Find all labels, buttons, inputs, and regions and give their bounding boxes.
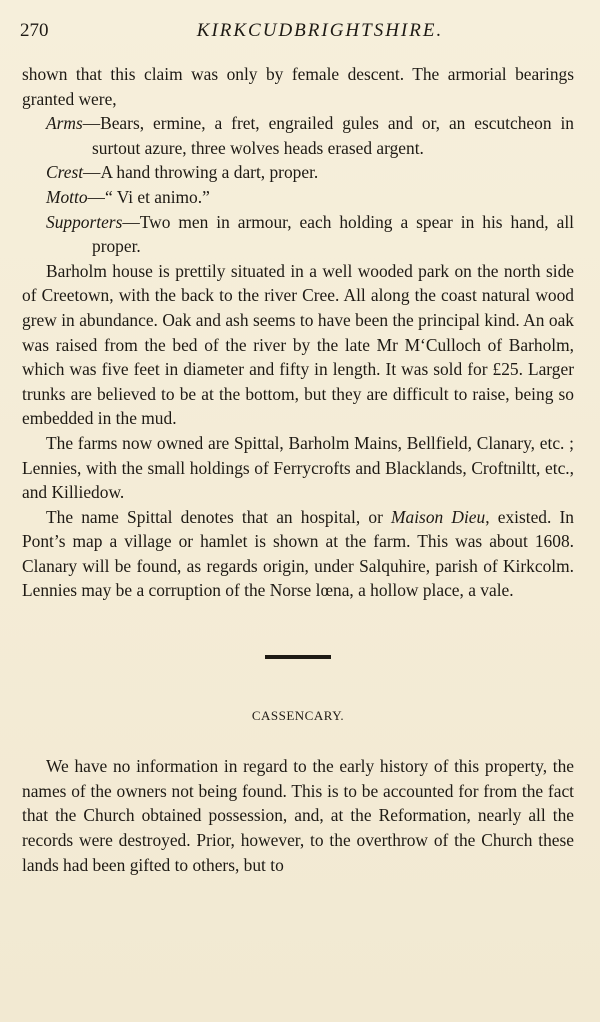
supporters-text: —Two men in armour, each holding a spear in his hand, all proper. xyxy=(92,211,574,257)
maison-dieu-term: Maison Dieu xyxy=(391,506,486,527)
spittal-text-start: The name Spittal denotes that an hospital, or xyxy=(46,506,392,527)
arms-term: Arms xyxy=(46,113,83,134)
spittal-text-end: , existed. In Pont’s map a village or hamlet is shown at the farm. This was about 1608. Clanary will be found, as regards origin, under Salquhire, parish of Kirkcolm. Lennies may be a corruption of the Norse lœna, a hollow place, a vale. xyxy=(22,506,574,601)
supporters-entry xyxy=(22,210,574,259)
crest-entry xyxy=(22,160,574,185)
motto-term: Motto xyxy=(46,186,88,207)
crest-term: Crest xyxy=(46,162,84,183)
running-head: KIRKCUDBRIGHTSHIRE. xyxy=(196,20,444,41)
farms-paragraph: The farms now owned are Spittal, Barholm Mains, Bellfield, Clanary, etc. ; Lennies, with the small holdings of Ferrycrofts and Blacklands, Croftniltt, etc., and Killiedow. xyxy=(22,432,574,503)
supporters-term: Supporters xyxy=(46,211,123,232)
page-number: 270 xyxy=(20,20,49,41)
section-divider xyxy=(22,641,574,666)
motto-entry xyxy=(22,185,574,210)
spittal-paragraph xyxy=(22,505,574,603)
opening-paragraph: shown that this claim was only by female descent. The armorial bearings granted were, xyxy=(22,64,574,109)
barholm-paragraph: Barholm house is prettily situated in a well wooded park on the north side of Creetown, with the back to the river Cree. All along the coast natural wood grew in abundance. Oak and ash seems to have been the principal kind. An oak was raised from the bed of the river by the late Mr M‘Culloch of Barholm, which was five feet in diameter and fifty in length. It was sold for £25. Larger trunks are believed to be at the bottom, but they are difficult to raise, being so embedded in the mud. xyxy=(22,260,574,429)
divider-rule xyxy=(265,655,331,659)
motto-text: —“ Vi et animo.” xyxy=(87,186,210,207)
page-body xyxy=(22,62,574,877)
arms-text: —Bears, ermine, a fret, engrailed gules and or, an escutcheon in surtout azure, three wolves heads erased argent. xyxy=(82,113,574,158)
section-title: CASSENCARY. xyxy=(251,707,345,723)
crest-text: —A hand throwing a dart, proper. xyxy=(83,162,319,183)
arms-entry xyxy=(22,111,574,160)
cassencary-paragraph: We have no information in regard to the early history of this property, the names of the owners not being found. This is to be accounted for from the fact that the Church obtained possession, and, at the Reformation, nearly all the records were destroyed. Prior, however, to the overthrow of the Church these lands had been gifted to others, but to xyxy=(22,756,574,875)
page-header xyxy=(20,20,580,50)
